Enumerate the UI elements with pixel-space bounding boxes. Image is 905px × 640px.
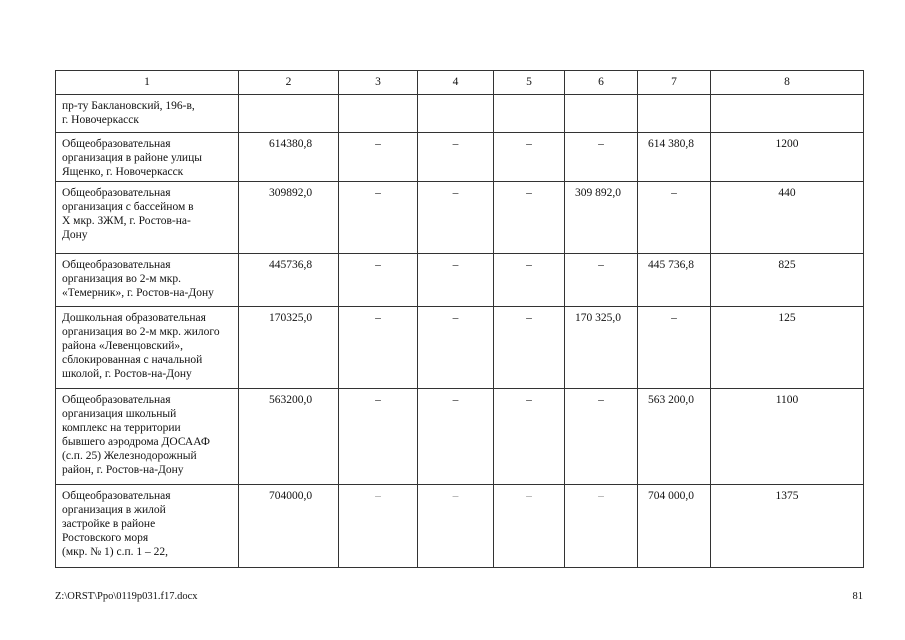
table-cell-total: 704000,0 xyxy=(239,485,339,568)
table-cell: 445 736,8 xyxy=(638,254,711,307)
table-row xyxy=(56,254,864,307)
table-cell: – xyxy=(418,307,494,389)
table-cell: – xyxy=(494,307,565,389)
table-cell: – xyxy=(418,133,494,182)
investment-table xyxy=(55,70,864,568)
table-cell-capacity: 825 xyxy=(711,254,864,307)
table-cell-total: 614380,8 xyxy=(239,133,339,182)
table-row xyxy=(56,95,864,133)
table-cell-total: 563200,0 xyxy=(239,389,339,485)
table-cell-object: пр-ту Баклановский, 196-в, г. Новочеркасск xyxy=(56,95,239,133)
table-cell-object: Общеобразовательная организация школьный комплекс на территории бывшего аэродрома ДОСААФ (с.п. 25) Железнодорожный район, г. Ростов-на-Дону xyxy=(56,389,239,485)
footer-file-path: Z:\ORST\Ppo\0119p031.f17.docx xyxy=(55,591,198,602)
table-cell xyxy=(638,95,711,133)
page-number: 81 xyxy=(852,591,863,602)
table-cell: – xyxy=(339,307,418,389)
table-cell-total: 445736,8 xyxy=(239,254,339,307)
table-cell: – xyxy=(418,182,494,254)
table-cell-object: Общеобразовательная организация в жилой застройке в районе Ростовского моря (мкр. № 1) с.п. 1 – 22, xyxy=(56,485,239,568)
table-cell xyxy=(418,95,494,133)
table-cell-capacity xyxy=(711,95,864,133)
table-row xyxy=(56,307,864,389)
table-cell: – xyxy=(494,389,565,485)
table-cell: – xyxy=(418,389,494,485)
table-cell: 309 892,0 xyxy=(565,182,638,254)
table-cell-total: 309892,0 xyxy=(239,182,339,254)
table-cell: – xyxy=(494,485,565,568)
table-cell: – xyxy=(339,389,418,485)
table-cell: – xyxy=(638,182,711,254)
table-cell: – xyxy=(565,485,638,568)
table-cell: – xyxy=(339,254,418,307)
table-cell: 170 325,0 xyxy=(565,307,638,389)
table-cell: – xyxy=(494,133,565,182)
column-header-5: 5 xyxy=(494,71,565,95)
table-cell-capacity: 125 xyxy=(711,307,864,389)
table-cell: – xyxy=(638,307,711,389)
header-row xyxy=(56,71,864,95)
table-cell: – xyxy=(494,182,565,254)
table-cell xyxy=(565,95,638,133)
table-cell-capacity: 440 xyxy=(711,182,864,254)
table-cell: 614 380,8 xyxy=(638,133,711,182)
table-row xyxy=(56,133,864,182)
table-cell-capacity: 1200 xyxy=(711,133,864,182)
column-header-2: 2 xyxy=(239,71,339,95)
table-cell-total xyxy=(239,95,339,133)
column-header-3: 3 xyxy=(339,71,418,95)
table-row xyxy=(56,389,864,485)
table-cell-object: Общеобразовательная организация во 2-м мкр. «Темерник», г. Ростов-на-Дону xyxy=(56,254,239,307)
table-cell: – xyxy=(339,182,418,254)
table-cell xyxy=(494,95,565,133)
table-cell: 704 000,0 xyxy=(638,485,711,568)
table-cell-object: Общеобразовательная организация в районе улицы Ященко, г. Новочеркасск xyxy=(56,133,239,182)
table-cell: – xyxy=(494,254,565,307)
column-header-4: 4 xyxy=(418,71,494,95)
table-cell-total: 170325,0 xyxy=(239,307,339,389)
table-row xyxy=(56,182,864,254)
table-cell-object: Дошкольная образовательная организация во 2-м мкр. жилого района «Левенцовский», сблокированная с начальной школой, г. Ростов-на-Дону xyxy=(56,307,239,389)
table-cell-capacity: 1375 xyxy=(711,485,864,568)
table-cell: – xyxy=(565,133,638,182)
table-cell: – xyxy=(565,254,638,307)
column-header-6: 6 xyxy=(565,71,638,95)
table-cell: – xyxy=(418,485,494,568)
table-cell: – xyxy=(418,254,494,307)
column-header-1: 1 xyxy=(56,71,239,95)
table-cell: – xyxy=(339,485,418,568)
column-header-7: 7 xyxy=(638,71,711,95)
table-cell: – xyxy=(339,133,418,182)
table-row xyxy=(56,485,864,568)
table-cell: 563 200,0 xyxy=(638,389,711,485)
table-cell-object: Общеобразовательная организация с бассейном в Х мкр. ЗЖМ, г. Ростов-на- Дону xyxy=(56,182,239,254)
column-header-8: 8 xyxy=(711,71,864,95)
table-cell: – xyxy=(565,389,638,485)
table-cell-capacity: 1100 xyxy=(711,389,864,485)
table-cell xyxy=(339,95,418,133)
